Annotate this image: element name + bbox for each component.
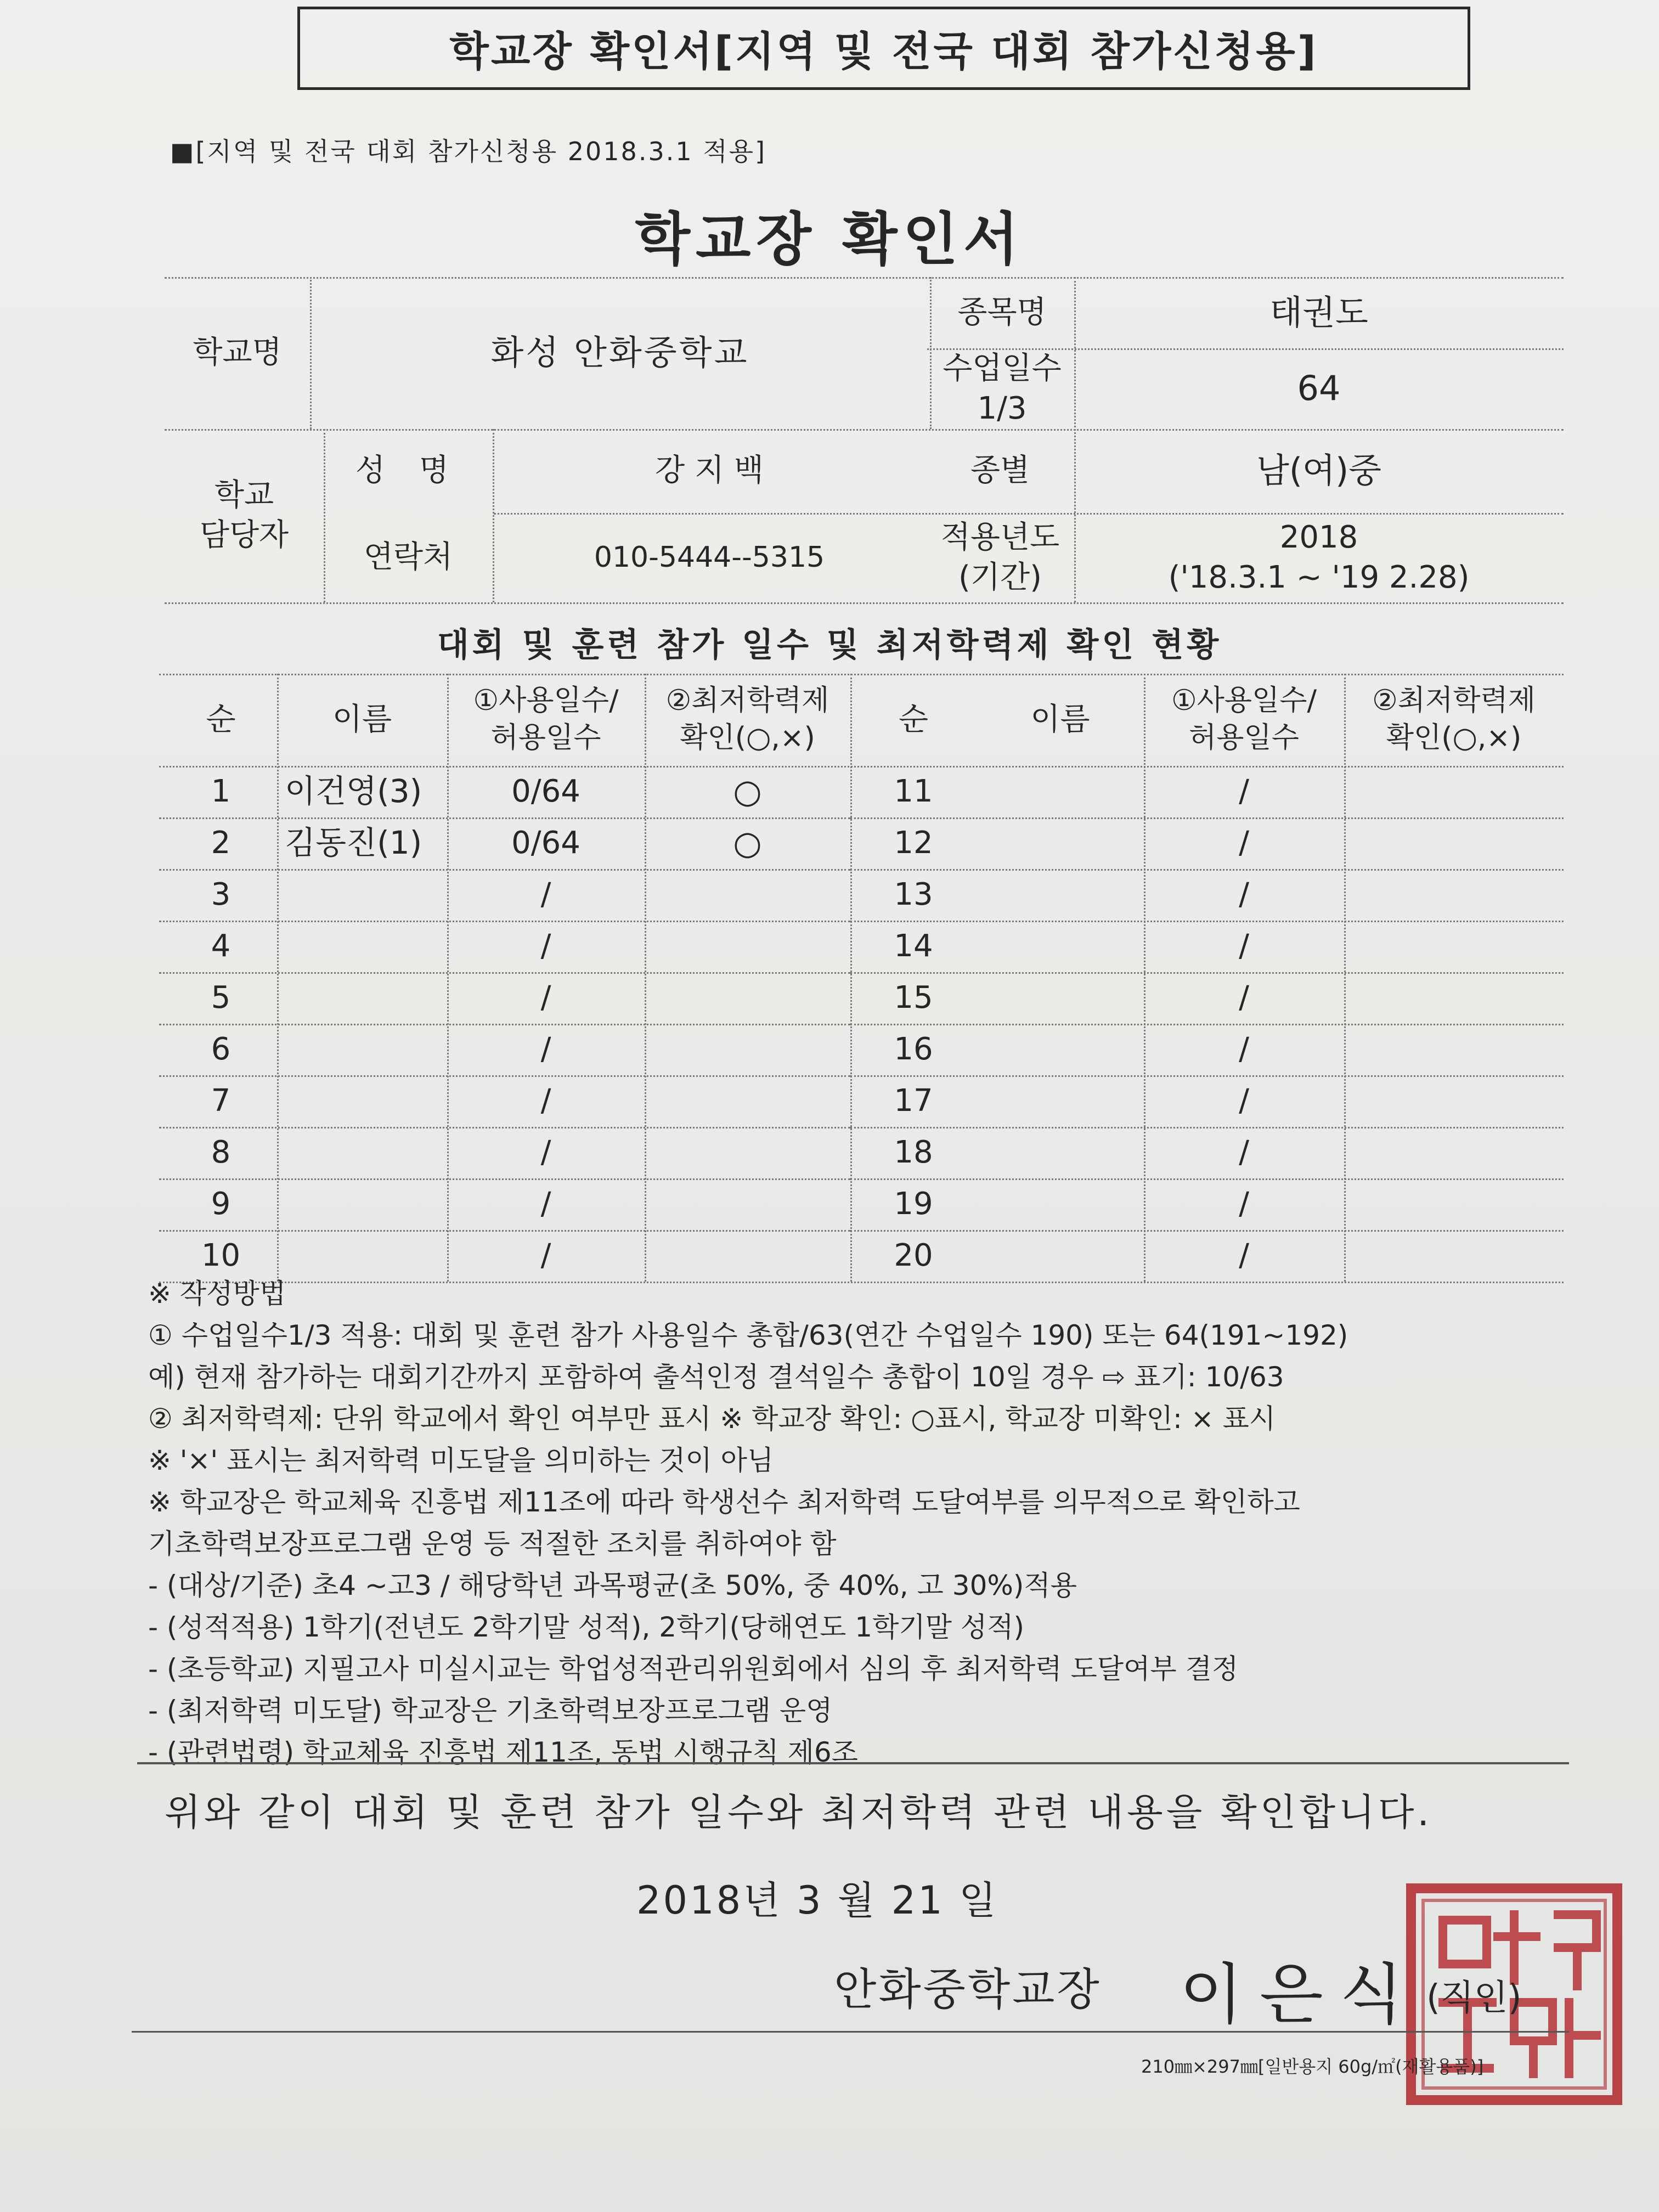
- row-name: [277, 921, 447, 972]
- row-number: 5: [211, 979, 231, 1015]
- header-used-line1: ①사용일수/: [1171, 684, 1317, 718]
- note-line: - (성적적용) 1학기(전년도 2학기말 성적), 2학기(당해연도 1학기말 성적): [148, 1611, 1024, 1643]
- row-min-check: [645, 972, 850, 1024]
- paper-spec-footer: 210㎜×297㎜[일반용지 60g/㎡(재활용품)]: [1141, 2056, 1484, 2077]
- header-min-left: [645, 674, 850, 766]
- row-name: [977, 972, 1144, 1024]
- row-min-check: [1344, 817, 1564, 869]
- note-line: - (최저학력 미도달) 학교장은 기초학력보장프로그램 운영: [148, 1695, 833, 1726]
- days-value: 64: [1297, 368, 1341, 409]
- header-name-left: 이름: [332, 701, 392, 737]
- row-name: 김동진(1): [285, 824, 422, 862]
- row-min-check: ○: [733, 824, 762, 862]
- row-min-check: [645, 1075, 850, 1127]
- row-number: 20: [894, 1237, 933, 1273]
- seal-mark-label: (직인): [1426, 1978, 1522, 2018]
- row-min-check: [1344, 1178, 1564, 1230]
- row-name: [977, 766, 1144, 817]
- row-number: 11: [894, 773, 933, 809]
- table-line: [850, 1230, 1564, 1232]
- header-used-left: [447, 674, 645, 766]
- divider: [132, 2031, 1569, 2033]
- note-line: ① 수업일수1/3 적용: 대회 및 훈련 참가 사용일수 총합/63(연간 수업일수 190) 또는 64(191~192): [148, 1319, 1348, 1351]
- table-line: [159, 674, 1564, 675]
- row-name: [977, 921, 1144, 972]
- note-line: - (초등학교) 지필고사 미실시교는 학업성적관리위원회에서 심의 후 최저학력 도달여부 결정: [148, 1653, 1239, 1685]
- row-min-check: [1344, 921, 1564, 972]
- event-label: 종목명: [957, 294, 1047, 330]
- table-line: [850, 869, 1564, 871]
- row-number: 19: [894, 1186, 933, 1222]
- note-line: - (대상/기준) 초4 ~고3 / 해당학년 과목평균(초 50%, 중 40%, 고 30%)적용: [148, 1570, 1077, 1601]
- row-min-check: [645, 1178, 850, 1230]
- table-line: [159, 817, 850, 819]
- table-line: [159, 972, 850, 974]
- row-used-days: /: [1239, 928, 1249, 964]
- header-used-line2: 허용일수: [490, 721, 601, 754]
- row-number: 8: [211, 1134, 231, 1170]
- row-min-check: [1344, 1024, 1564, 1075]
- row-number: 1: [211, 773, 231, 809]
- header-min-line1: ②최저학력제: [665, 684, 830, 718]
- row-min-check: [1344, 869, 1564, 921]
- year-label-line2: (기간): [958, 559, 1042, 595]
- row-name: [277, 972, 447, 1024]
- header-min-line2: 확인(○,×): [680, 721, 815, 754]
- row-min-check: [645, 1024, 850, 1075]
- row-number: 2: [211, 825, 231, 861]
- row-used-days: 0/64: [511, 825, 580, 861]
- table-line: [159, 1075, 850, 1077]
- info-line: [165, 602, 1564, 604]
- row-used-days: /: [1239, 876, 1249, 912]
- table-line: [850, 921, 1564, 922]
- row-used-days: /: [540, 979, 551, 1015]
- row-used-days: /: [1239, 773, 1249, 809]
- note-line: ② 최저학력제: 단위 학교에서 확인 여부만 표시 ※ 학교장 확인: ○표시, 학교장 미확인: × 표시: [148, 1403, 1276, 1435]
- year-value: [1074, 513, 1564, 602]
- document-title: 학교장 확인서: [635, 206, 1024, 273]
- year-value-year: 2018: [1279, 519, 1358, 555]
- row-number: 9: [211, 1186, 231, 1222]
- year-value-period: ('18.3.1 ~ '19 2.28): [1168, 559, 1470, 595]
- row-name: [277, 1024, 447, 1075]
- row-name: [277, 1127, 447, 1178]
- note-line: 기초학력보장프로그램 운영 등 적절한 조치를 취하여야 함: [148, 1528, 837, 1560]
- row-number: 12: [894, 825, 933, 861]
- issue-date: 2018년 3 월 21 일: [636, 1878, 998, 1923]
- header-no-right: 순: [898, 701, 929, 737]
- row-used-days: /: [1239, 1134, 1249, 1170]
- row-used-days: /: [1239, 1237, 1249, 1273]
- name-value: 강 지 백: [655, 453, 764, 489]
- table-line: [850, 1127, 1564, 1128]
- row-name: [977, 817, 1144, 869]
- row-name: [277, 1178, 447, 1230]
- row-name: [277, 869, 447, 921]
- note-line: ※ 작성방법: [148, 1278, 286, 1310]
- divider: [137, 1762, 1569, 1764]
- row-min-check: [1344, 766, 1564, 817]
- event-value: 태권도: [1269, 292, 1368, 332]
- manager-label-line2: 담당자: [199, 517, 289, 553]
- row-used-days: 0/64: [511, 773, 580, 809]
- row-used-days: /: [540, 876, 551, 912]
- principal-title: 안화중학교장: [834, 1964, 1102, 2015]
- row-min-check: ○: [733, 772, 762, 811]
- row-number: 14: [894, 928, 933, 964]
- row-number: 15: [894, 979, 933, 1015]
- row-number: 16: [894, 1031, 933, 1067]
- days-label: [930, 348, 1074, 429]
- section-title: 대회 및 훈련 참가 일수 및 최저학력제 확인 현황: [437, 626, 1222, 664]
- table-line: [850, 972, 1564, 974]
- row-name: [977, 1127, 1144, 1178]
- contact-value: 010-5444--5315: [594, 540, 825, 574]
- days-label-line1: 수업일수: [943, 350, 1062, 386]
- table-line: [159, 1127, 850, 1128]
- days-label-line2: 1/3: [977, 390, 1027, 426]
- row-name: [977, 1075, 1144, 1127]
- school-value: 화성 안화중학교: [490, 332, 749, 373]
- writing-instructions: [148, 1273, 1585, 1773]
- school-label: 학교명: [193, 335, 282, 371]
- row-min-check: [1344, 1075, 1564, 1127]
- row-used-days: /: [540, 1031, 551, 1067]
- table-line: [850, 817, 1564, 819]
- row-name: [977, 869, 1144, 921]
- year-label: [926, 513, 1074, 602]
- row-number: 3: [211, 876, 231, 912]
- row-used-days: /: [1239, 1186, 1249, 1222]
- contact-label: 연락처: [363, 539, 453, 575]
- table-line: [159, 921, 850, 922]
- row-used-days: /: [540, 1082, 551, 1119]
- row-min-check: [1344, 972, 1564, 1024]
- row-used-days: /: [540, 928, 551, 964]
- form-subnote: ■[지역 및 전국 대회 참가신청용 2018.3.1 적용]: [170, 137, 767, 166]
- row-used-days: /: [1239, 1082, 1249, 1119]
- table-line: [159, 1178, 850, 1180]
- table-line: [159, 869, 850, 871]
- row-name: [977, 1178, 1144, 1230]
- header-no-left: 순: [206, 701, 236, 737]
- note-line: - (관련법령) 학교체육 진흥법 제11조, 동법 시행규칙 제6조: [148, 1736, 858, 1768]
- manager-label-line1: 학교: [214, 477, 274, 514]
- header-min-line1: ②최저학력제: [1372, 684, 1536, 718]
- row-name: [977, 1024, 1144, 1075]
- table-line: [159, 1024, 850, 1025]
- box-title: 학교장 확인서[지역 및 전국 대회 참가신청용]: [297, 7, 1470, 90]
- row-min-check: [645, 869, 850, 921]
- header-min-line2: 확인(○,×): [1386, 721, 1522, 754]
- row-number: 6: [211, 1031, 231, 1067]
- row-used-days: /: [1239, 1031, 1249, 1067]
- header-min-right: [1344, 674, 1564, 766]
- row-number: 17: [894, 1082, 933, 1119]
- header-name-right: 이름: [1030, 701, 1090, 737]
- note-line: ※ 학교장은 학교체육 진흥법 제11조에 따라 학생선수 최저학력 도달여부를 의무적으로 확인하고: [148, 1486, 1300, 1518]
- row-used-days: /: [1239, 979, 1249, 1015]
- table-line: [850, 1075, 1564, 1077]
- row-name: [277, 1075, 447, 1127]
- row-number: 4: [211, 928, 231, 964]
- row-number: 7: [211, 1082, 231, 1119]
- manager-label: [165, 429, 324, 602]
- row-number: 18: [894, 1134, 933, 1170]
- handwritten-signature: 이은식: [1180, 1957, 1420, 2033]
- note-line: ※ '×' 표시는 최저학력 미도달을 의미하는 것이 아님: [148, 1444, 774, 1476]
- year-label-line1: 적용년도: [940, 519, 1060, 555]
- category-label: 종별: [970, 453, 1030, 489]
- header-used-line1: ①사용일수/: [473, 684, 619, 718]
- row-name: 이건영(3): [285, 772, 422, 810]
- name-label: 성 명: [356, 453, 461, 489]
- row-used-days: /: [540, 1237, 551, 1273]
- category-value: 남(여)중: [1256, 450, 1382, 491]
- row-used-days: /: [540, 1134, 551, 1170]
- row-used-days: /: [1239, 825, 1249, 861]
- row-min-check: [645, 1127, 850, 1178]
- table-line: [159, 1230, 850, 1232]
- row-number: 13: [894, 876, 933, 912]
- table-line: [850, 1178, 1564, 1180]
- confirm-statement: 위와 같이 대회 및 훈련 참가 일수와 최저학력 관련 내용을 확인합니다.: [165, 1791, 1433, 1835]
- row-min-check: [645, 921, 850, 972]
- row-number: 10: [201, 1237, 241, 1273]
- row-min-check: [1344, 1127, 1564, 1178]
- note-line: 예) 현재 참가하는 대회기간까지 포함하여 출석인정 결석일수 총합이 10일 경우 ⇨ 표기: 10/63: [148, 1361, 1284, 1393]
- header-used-right: [1144, 674, 1344, 766]
- header-used-line2: 허용일수: [1189, 721, 1299, 754]
- row-used-days: /: [540, 1186, 551, 1222]
- table-line: [850, 1024, 1564, 1025]
